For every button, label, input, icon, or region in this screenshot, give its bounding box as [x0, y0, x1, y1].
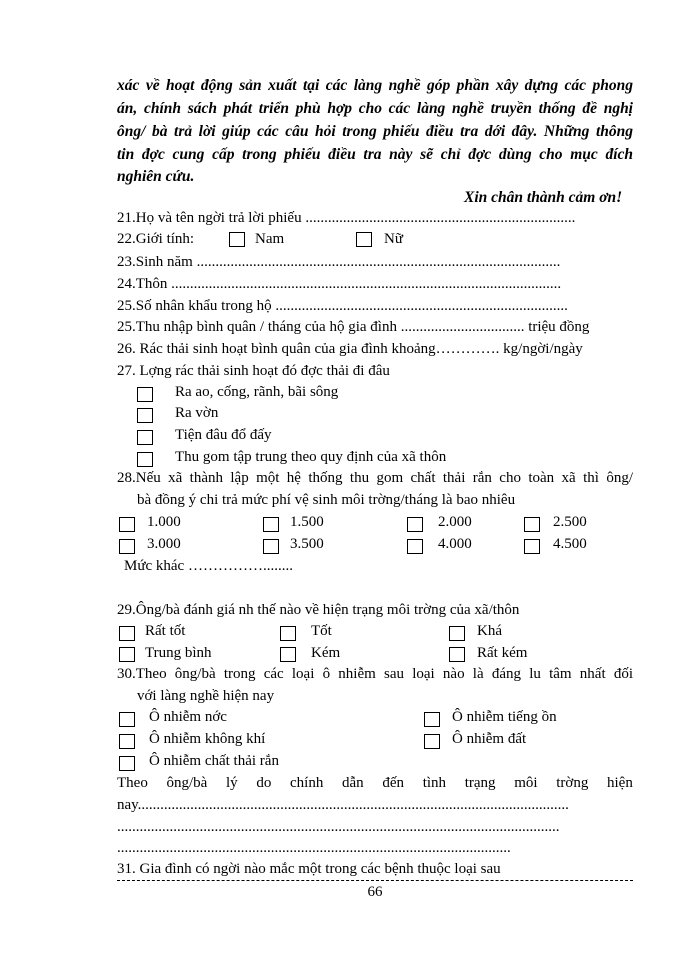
checkbox-rat-tot[interactable]	[119, 626, 135, 641]
intro-line-5: nghiên cứu.	[117, 168, 195, 185]
checkbox-soil-pollution[interactable]	[424, 734, 440, 749]
fee-option-1500: 1.500	[290, 514, 324, 530]
reason-word: môi	[514, 775, 538, 791]
q23-birth-year: 23.Sinh năm .................................................................................................	[117, 254, 561, 270]
q30-reason-line-2: nay...................................................................................................................	[117, 797, 569, 813]
q30-dots-1: ......................................................................................................................	[117, 819, 560, 835]
reason-word: tình	[422, 775, 447, 791]
checkbox-q27-2[interactable]	[137, 408, 153, 423]
checkbox-tot[interactable]	[280, 626, 296, 641]
intro-line-1: xác về hoạt động sản xuất tại các làng nghề góp phần xây dựng các phong	[117, 77, 633, 94]
checkbox-nu[interactable]	[356, 232, 372, 247]
checkbox-q27-1[interactable]	[137, 387, 153, 402]
q22-label: 22.Giới tính:	[117, 231, 195, 247]
q28-line-2: bà đồng ý chi trả mức phí vệ sinh môi trờng/tháng là bao nhiêu	[137, 492, 516, 508]
checkbox-fee-4000[interactable]	[407, 539, 423, 554]
option-nam: Nam	[255, 231, 285, 247]
reason-word: Theo	[117, 775, 148, 791]
reason-word: hiện	[607, 775, 633, 791]
reason-word: ông/bà	[166, 775, 208, 791]
q25-income: 25.Thu nhập bình quân / tháng của hộ gia đình ................................. triệu đồng	[117, 319, 590, 335]
footer-divider	[117, 880, 633, 881]
intro-line-3: ông/ bà trả lời giúp các câu hỏi trong phiếu điều tra dới đây. Những thông	[117, 123, 633, 140]
reason-word: do	[256, 775, 272, 791]
checkbox-fee-1500[interactable]	[263, 517, 279, 532]
reason-word: trạng	[464, 775, 496, 791]
q28-line-1: 28.Nếu xã thành lập một hệ thống thu gom chất thải rắn cho toàn xã thì ông/	[117, 470, 633, 486]
q29-option-kem: Kém	[311, 645, 341, 661]
checkbox-rat-kem[interactable]	[449, 647, 465, 662]
q30-option-soil: Ô nhiễm đất	[452, 731, 527, 747]
checkbox-kem[interactable]	[280, 647, 296, 662]
q27-option-1: Ra ao, cống, rãnh, bãi sông	[175, 384, 339, 400]
q27-option-2: Ra vờn	[175, 405, 219, 421]
checkbox-fee-2500[interactable]	[524, 517, 540, 532]
q30-option-air: Ô nhiễm không khí	[149, 731, 266, 747]
q29-option-rat-tot: Rất tốt	[145, 623, 186, 639]
fee-option-4000: 4.000	[438, 536, 472, 552]
reason-word: dẫn	[342, 775, 364, 791]
fee-option-1000: 1.000	[147, 514, 181, 530]
q27-option-3: Tiện đâu đổ đấy	[175, 427, 272, 443]
checkbox-fee-1000[interactable]	[119, 517, 135, 532]
option-nu: Nữ	[384, 231, 403, 247]
q30-line-2: với làng nghề hiện nay	[137, 688, 275, 704]
q26-waste-amount: 26. Rác thải sinh hoạt bình quân của gia đình khoảng…………. kg/ngời/ngày	[117, 341, 583, 357]
q30-line-1: 30.Theo ông/bà trong các loại ô nhiễm sau loại nào là đáng lu tâm nhất đối	[117, 666, 633, 682]
q30-option-noise: Ô nhiễm tiếng ồn	[452, 709, 557, 725]
q31-label: 31. Gia đình có ngời nào mắc một trong các bệnh thuộc loại sau	[117, 861, 501, 877]
checkbox-fee-2000[interactable]	[407, 517, 423, 532]
q30-option-solid-waste: Ô nhiễm chất thải rắn	[149, 753, 279, 769]
checkbox-nam[interactable]	[229, 232, 245, 247]
fee-option-4500: 4.500	[553, 536, 587, 552]
checkbox-fee-3000[interactable]	[119, 539, 135, 554]
q27-option-4: Thu gom tập trung theo quy định của xã thôn	[175, 449, 447, 465]
checkbox-kha[interactable]	[449, 626, 465, 641]
q29-option-tot: Tốt	[311, 623, 332, 639]
checkbox-trung-binh[interactable]	[119, 647, 135, 662]
checkbox-air-pollution[interactable]	[119, 734, 135, 749]
checkbox-q27-3[interactable]	[137, 430, 153, 445]
checkbox-water-pollution[interactable]	[119, 712, 135, 727]
q27-label: 27. Lợng rác thải sinh hoạt đó đợc thải đi đâu	[117, 363, 390, 379]
checkbox-fee-3500[interactable]	[263, 539, 279, 554]
q25-household-size: 25.Số nhân khẩu trong hộ ..............................................................................	[117, 298, 568, 314]
q30-reason-line-1	[117, 775, 633, 792]
checkbox-fee-4500[interactable]	[524, 539, 540, 554]
fee-option-3500: 3.500	[290, 536, 324, 552]
q30-dots-2: .........................................................................................................	[117, 840, 511, 856]
checkbox-q27-4[interactable]	[137, 452, 153, 467]
q21-name: 21.Họ và tên ngời trả lời phiếu ........................................................................	[117, 210, 576, 226]
q29-option-rat-kem: Rất kém	[477, 645, 528, 661]
intro-line-4: tin đợc cung cấp trong phiếu điều tra này sẽ chỉ đợc dùng cho mục đích	[117, 146, 633, 163]
fee-option-2500: 2.500	[553, 514, 587, 530]
fee-option-3000: 3.000	[147, 536, 181, 552]
checkbox-solid-waste-pollution[interactable]	[119, 756, 135, 771]
q24-village: 24.Thôn ........................................................................................................	[117, 276, 562, 292]
reason-word: trờng	[556, 775, 589, 791]
page-number: 66	[367, 884, 383, 900]
intro-line-2: án, chính sách phát triển phù hợp cho các làng nghề truyền thống đề nghị	[117, 100, 633, 117]
fee-other: Mức khác ……………........	[124, 558, 293, 574]
reason-word: lý	[226, 775, 238, 791]
fee-option-2000: 2.000	[438, 514, 472, 530]
q29-option-trung-binh: Trung bình	[145, 645, 212, 661]
checkbox-noise-pollution[interactable]	[424, 712, 440, 727]
q29-label: 29.Ông/bà đánh giá nh thế nào về hiện trạng môi trờng của xã/thôn	[117, 602, 520, 618]
reason-word: chính	[290, 775, 324, 791]
reason-word: đến	[382, 775, 405, 791]
q29-option-kha: Khá	[477, 623, 502, 639]
thanks-text: Xin chân thành cảm ơn!	[464, 189, 623, 206]
q30-option-water: Ô nhiễm nớc	[149, 709, 227, 725]
